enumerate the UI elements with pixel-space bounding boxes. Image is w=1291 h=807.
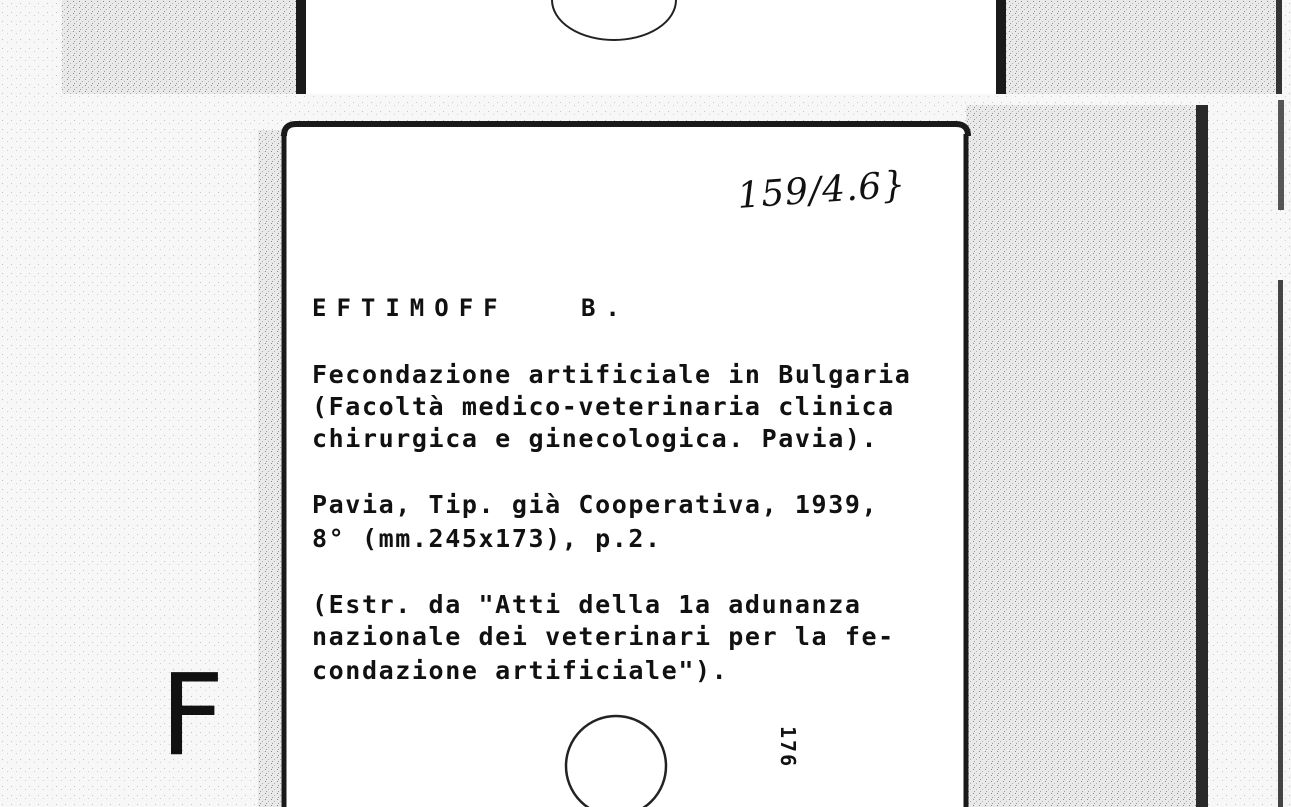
previous-card bbox=[62, 0, 1282, 94]
drawer-letter: F bbox=[160, 651, 225, 781]
catalog-card bbox=[284, 124, 968, 807]
author-line: EFTIMOFF B. bbox=[312, 294, 630, 322]
card-edge-right bbox=[966, 105, 1198, 807]
title-line: chirurgica e ginecologica. Pavia). bbox=[312, 424, 879, 453]
note-line: condazione artificiale"). bbox=[312, 656, 729, 685]
note-line: nazionale dei veterinari per la fe- bbox=[312, 622, 895, 651]
note-line: (Estr. da "Atti della 1a adunanza bbox=[312, 590, 862, 619]
side-number: 176 bbox=[776, 726, 800, 769]
title-line: (Facoltà medico-veterinaria clinica bbox=[312, 392, 895, 421]
imprint-line: Pavia, Tip. già Cooperativa, 1939, bbox=[312, 490, 879, 519]
shelfmark: 159/4.6} bbox=[736, 164, 908, 217]
imprint-line: 8° (mm.245x173), p.2. bbox=[312, 524, 662, 553]
card-edge-right-dark bbox=[1196, 105, 1208, 807]
title-line: Fecondazione artificiale in Bulgaria bbox=[312, 360, 912, 389]
